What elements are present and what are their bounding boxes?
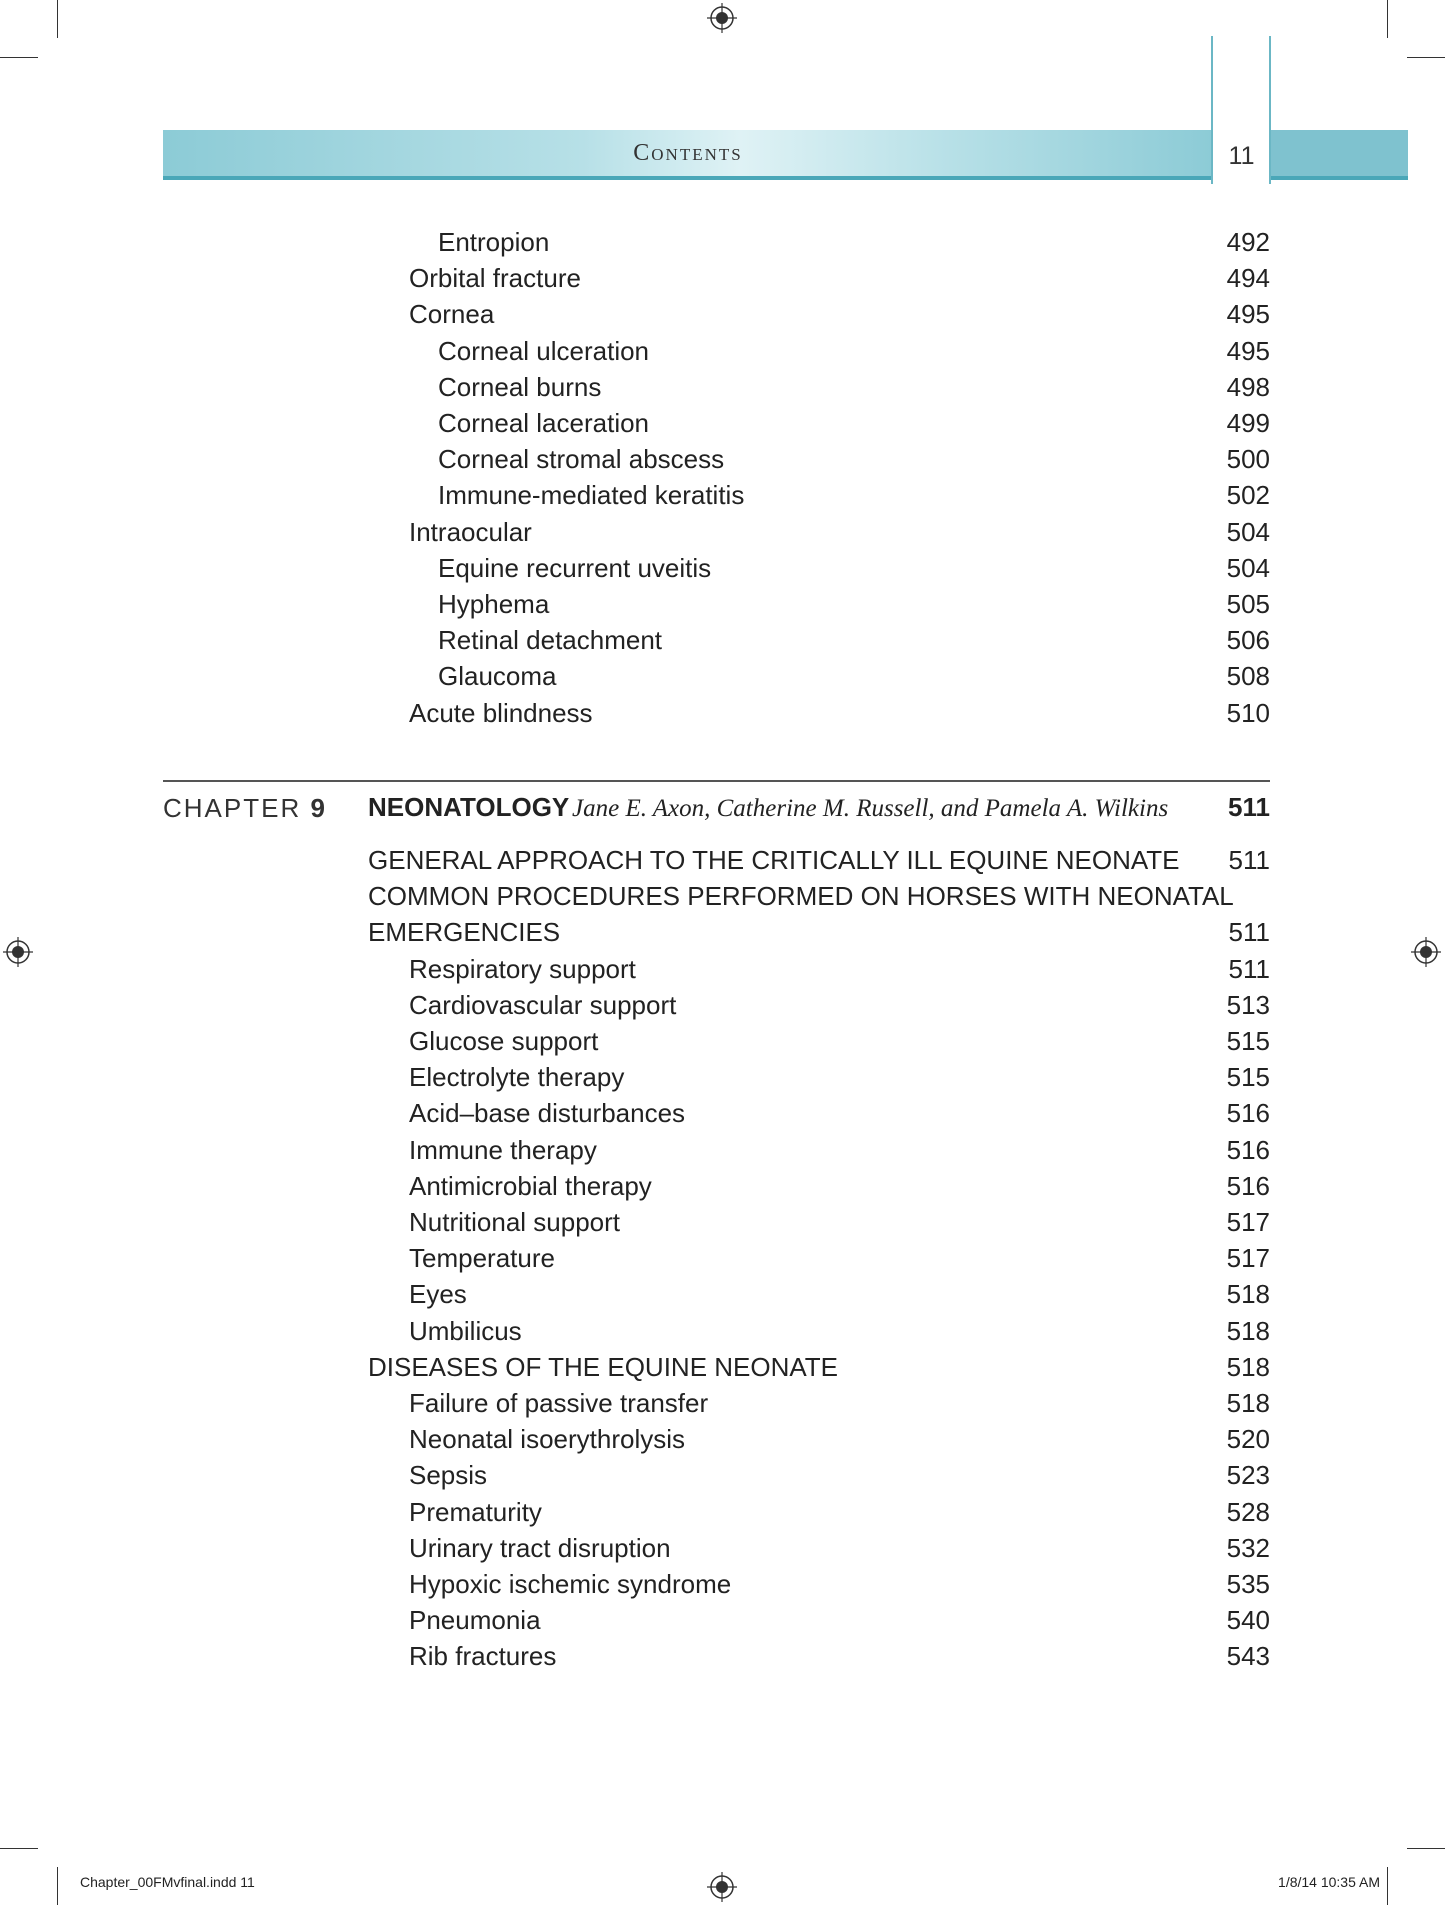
toc-entry-page: 506 xyxy=(1226,625,1270,656)
toc-entry-label[interactable]: Corneal stromal abscess xyxy=(438,444,725,475)
toc-entry-label[interactable]: Cardiovascular support xyxy=(409,989,677,1020)
toc-entry-label[interactable]: Urinary tract disruption xyxy=(409,1532,671,1563)
toc-entry-label[interactable]: Neonatal isoerythrolysis xyxy=(409,1424,686,1455)
toc-entry-label[interactable]: Temperature xyxy=(409,1243,555,1274)
toc-entry-page: 511 xyxy=(1228,917,1270,948)
toc-entry-label[interactable]: Retinal detachment xyxy=(438,625,663,656)
toc-entry-page: 516 xyxy=(1226,1170,1270,1201)
page-number: 11 xyxy=(1228,142,1255,170)
toc-entry-page: 504 xyxy=(1226,552,1270,583)
toc-entry-page: 502 xyxy=(1226,480,1270,511)
toc-entry-page: 495 xyxy=(1226,335,1270,366)
toc-entry-page: 540 xyxy=(1226,1605,1270,1636)
toc-entry-label[interactable]: Respiratory support xyxy=(409,953,636,984)
chapter-page: 511 xyxy=(1228,792,1270,822)
toc-entry-page: 495 xyxy=(1226,299,1270,330)
footer-file-name: Chapter_00FMvfinal.indd 11 xyxy=(80,1874,255,1890)
toc-entry-page: 500 xyxy=(1226,444,1270,475)
toc-entry-page: 494 xyxy=(1226,263,1270,294)
toc-entry-page: 528 xyxy=(1226,1496,1270,1527)
toc-entry-label[interactable]: Failure of passive transfer xyxy=(409,1388,709,1418)
toc-entry-page: 535 xyxy=(1226,1569,1270,1599)
toc-entry-label[interactable]: Eyes xyxy=(409,1279,467,1310)
toc-entry-label[interactable]: Immune therapy xyxy=(409,1134,597,1165)
toc-entry-page: 499 xyxy=(1226,408,1270,438)
running-header-title: Contents xyxy=(633,140,743,166)
toc-entry-label[interactable]: Sepsis xyxy=(409,1460,488,1491)
toc-entry-page: 516 xyxy=(1226,1134,1270,1165)
toc-entry-page: 516 xyxy=(1226,1098,1270,1129)
toc-entry-label[interactable]: Antimicrobial therapy xyxy=(409,1170,652,1201)
toc-entry-label[interactable]: Glucose support xyxy=(409,1026,599,1056)
toc-entry-page: 498 xyxy=(1226,371,1270,402)
chapter-divider xyxy=(163,780,1270,782)
toc-entry-page: 518 xyxy=(1226,1279,1270,1310)
toc-entry-label[interactable]: Hyphema xyxy=(438,589,550,619)
toc-entry-label[interactable]: Pneumonia xyxy=(409,1605,541,1636)
toc-entry-label[interactable]: Umbilicus xyxy=(409,1315,522,1346)
toc-entry-label[interactable]: GENERAL APPROACH TO THE CRITICALLY ILL EQUINE NEONATE xyxy=(368,845,1180,875)
crop-mark xyxy=(1387,0,1388,38)
toc-entry-page: 492 xyxy=(1226,227,1270,257)
toc-entry-page: 505 xyxy=(1226,589,1270,619)
crop-mark xyxy=(1387,1867,1388,1905)
toc-entry-label[interactable]: Nutritional support xyxy=(409,1207,620,1237)
toc-entry-page: 511 xyxy=(1228,845,1270,875)
toc-entry-page: 518 xyxy=(1226,1351,1270,1382)
toc-entry-label[interactable]: Corneal laceration xyxy=(438,408,650,438)
toc-entry-page: 510 xyxy=(1226,697,1270,728)
crop-mark xyxy=(57,1867,58,1905)
toc-entry-label[interactable]: COMMON PROCEDURES PERFORMED ON HORSES WITH NEONATAL xyxy=(368,881,1234,912)
toc-entry-label[interactable]: Intraocular xyxy=(409,516,532,547)
crop-mark xyxy=(57,0,58,38)
toc-entry-page: 543 xyxy=(1226,1641,1270,1672)
toc-entry-page: 511 xyxy=(1228,953,1270,984)
toc-entry-label[interactable]: EMERGENCIES xyxy=(368,917,561,948)
crop-mark xyxy=(1407,1848,1445,1849)
toc-entry-page: 517 xyxy=(1226,1243,1270,1274)
toc-entry-label[interactable]: Prematurity xyxy=(409,1496,542,1527)
toc-entry-label[interactable]: Acute blindness xyxy=(409,697,593,728)
toc-entry-label[interactable]: Entropion xyxy=(438,227,550,257)
chapter-number: 9 xyxy=(310,793,325,823)
toc-entry-label[interactable]: Rib fractures xyxy=(409,1641,557,1672)
toc-entry-label[interactable]: Acid–base disturbances xyxy=(409,1098,686,1129)
toc-entry-page: 532 xyxy=(1226,1532,1270,1563)
crop-mark xyxy=(0,1848,38,1849)
registration-mark-icon xyxy=(3,937,33,967)
chapter-label-text: CHAPTER xyxy=(163,793,302,823)
toc-entry-label[interactable]: Orbital fracture xyxy=(409,263,581,294)
toc-entry-page: 518 xyxy=(1226,1388,1270,1418)
toc-entry-page: 508 xyxy=(1226,661,1270,692)
toc-entry-page: 517 xyxy=(1226,1207,1270,1237)
toc-entry-label[interactable]: Glaucoma xyxy=(438,661,557,692)
toc-entry-page: 513 xyxy=(1226,989,1270,1020)
crop-mark xyxy=(0,57,38,58)
crop-mark xyxy=(1407,57,1445,58)
toc-entry-label[interactable]: Corneal burns xyxy=(438,371,602,402)
toc-entry-label[interactable]: Electrolyte therapy xyxy=(409,1062,625,1093)
toc-entry-page: 523 xyxy=(1226,1460,1270,1491)
chapter-title[interactable]: NEONATOLOGY xyxy=(368,792,570,822)
toc-entry-page: 504 xyxy=(1226,516,1270,547)
registration-mark-icon xyxy=(707,1872,737,1902)
toc-entry-page: 515 xyxy=(1226,1026,1270,1056)
toc-entry-page: 515 xyxy=(1226,1062,1270,1093)
toc-entry-page: 518 xyxy=(1226,1315,1270,1346)
footer-date: 1/8/14 10:35 AM xyxy=(1278,1874,1380,1890)
toc-entry-label[interactable]: Corneal ulceration xyxy=(438,335,650,366)
chapter-label xyxy=(163,793,325,824)
header-band-tab xyxy=(1270,130,1408,180)
chapter-authors: Jane E. Axon, Catherine M. Russell, and Pamela A. Wilkins xyxy=(572,795,1169,822)
toc-entry-label[interactable]: Immune-mediated keratitis xyxy=(438,480,745,511)
toc-entry-label[interactable]: Hypoxic ischemic syndrome xyxy=(409,1569,732,1599)
toc-entry-label[interactable]: DISEASES OF THE EQUINE NEONATE xyxy=(368,1351,839,1382)
toc-entry-label[interactable]: Cornea xyxy=(409,299,495,330)
registration-mark-icon xyxy=(707,3,737,33)
toc-entry-page: 520 xyxy=(1226,1424,1270,1455)
registration-mark-icon xyxy=(1411,937,1441,967)
toc-entry-label[interactable]: Equine recurrent uveitis xyxy=(438,552,712,583)
